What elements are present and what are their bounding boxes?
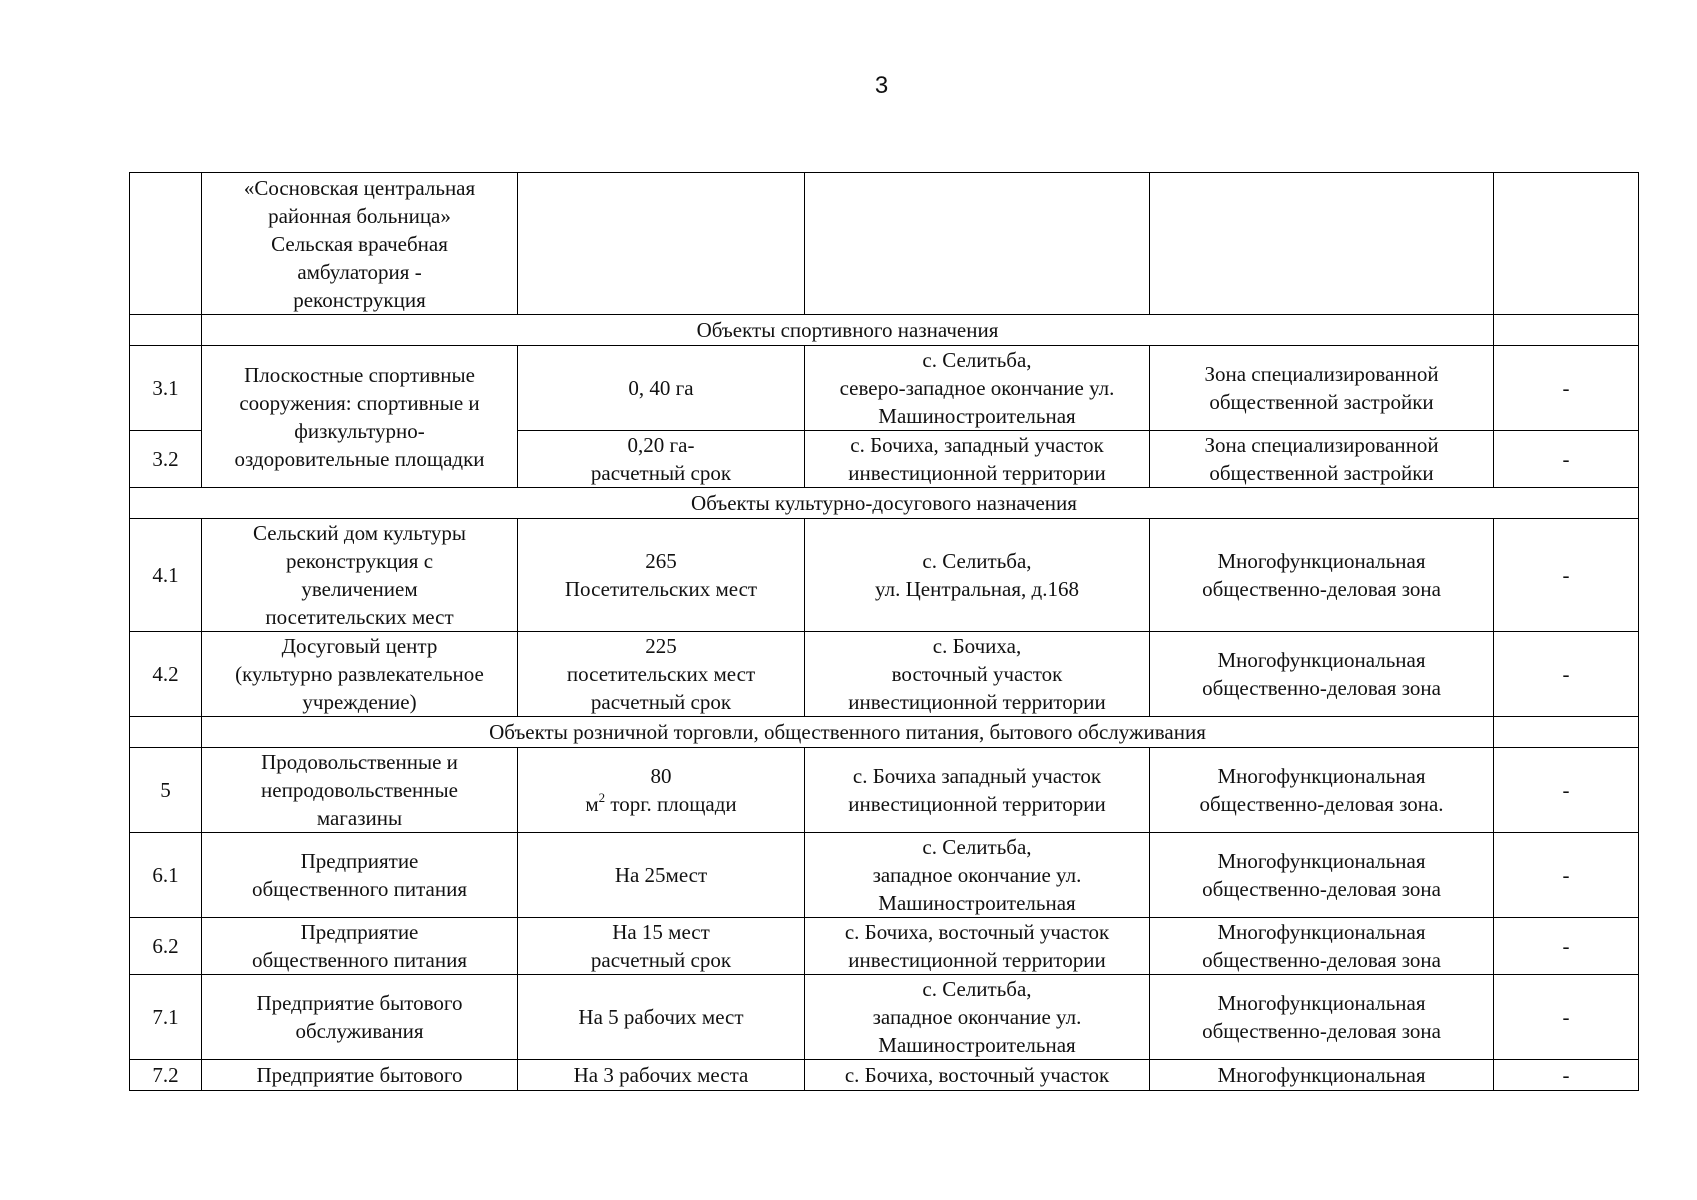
planned-objects-table bbox=[129, 172, 1639, 1091]
section-row-culture bbox=[130, 488, 1639, 519]
cell-zone: Зона специализированной общественной застройки bbox=[1150, 431, 1494, 488]
cell-location: с. Бочиха, восточный участок инвестиционной территории bbox=[805, 918, 1150, 975]
page-number: 3 bbox=[874, 72, 889, 99]
cell-note: - bbox=[1494, 519, 1639, 632]
section-row-sport bbox=[130, 315, 1639, 346]
cell-name: Предприятие общественного питания bbox=[202, 833, 518, 918]
cell-note: - bbox=[1494, 748, 1639, 833]
cell-name: «Сосновская центральная районная больница» Сельская врачебная амбулатория - реконструкция bbox=[202, 173, 518, 315]
cell-capacity: 0,20 га- расчетный срок bbox=[518, 431, 805, 488]
cell-num: 7.1 bbox=[130, 975, 202, 1060]
cell-zone: Многофункциональная общественно-деловая зона bbox=[1150, 918, 1494, 975]
section-title: Объекты розничной торговли, общественного питания, бытового обслуживания bbox=[202, 717, 1494, 748]
cell-num: 3.1 bbox=[130, 346, 202, 431]
cell-location: с. Бочиха, восточный участок инвестиционной территории bbox=[805, 632, 1150, 717]
cell-location: с. Бочиха, западный участок инвестиционной территории bbox=[805, 431, 1150, 488]
cell-capacity: 80 $м^2$ торг. площади bbox=[518, 748, 805, 833]
cell-num: 4.2 bbox=[130, 632, 202, 717]
table-row-6-2 bbox=[130, 918, 1639, 975]
cell-capacity: 225 посетительских мест расчетный срок bbox=[518, 632, 805, 717]
cell-location: с. Бочиха, восточный участок bbox=[805, 1060, 1150, 1091]
cell-capacity: 0, 40 га bbox=[518, 346, 805, 431]
cell-name: Предприятие общественного питания bbox=[202, 918, 518, 975]
cell-capacity bbox=[518, 173, 805, 315]
cell-capacity: На 3 рабочих места bbox=[518, 1060, 805, 1091]
cell-capacity: На 15 мест расчетный срок bbox=[518, 918, 805, 975]
cell-zone bbox=[1150, 173, 1494, 315]
section-title: Объекты спортивного назначения bbox=[202, 315, 1494, 346]
cell-zone: Многофункциональная общественно-деловая зона bbox=[1150, 975, 1494, 1060]
cell-capacity: На 25мест bbox=[518, 833, 805, 918]
section-row-trade bbox=[130, 717, 1639, 748]
cell-location: с. Селитьба, западное окончание ул. Машиностроительная bbox=[805, 975, 1150, 1060]
cell-note: - bbox=[1494, 975, 1639, 1060]
cell-zone: Многофункциональная общественно-деловая зона. bbox=[1150, 748, 1494, 833]
cell-location bbox=[805, 173, 1150, 315]
cell-name: Досуговый центр (культурно развлекательное учреждение) bbox=[202, 632, 518, 717]
cell-capacity: 265 Посетительских мест bbox=[518, 519, 805, 632]
cell-note: - bbox=[1494, 833, 1639, 918]
cell-zone: Многофункциональная bbox=[1150, 1060, 1494, 1091]
cell-name: Предприятие бытового обслуживания bbox=[202, 975, 518, 1060]
cell-num: 5 bbox=[130, 748, 202, 833]
cell-name: Предприятие бытового bbox=[202, 1060, 518, 1091]
cell-note: - bbox=[1494, 431, 1639, 488]
cell-note: - bbox=[1494, 632, 1639, 717]
table-row-4-1 bbox=[130, 519, 1639, 632]
cell-note: - bbox=[1494, 918, 1639, 975]
cell-zone: Многофункциональная общественно-деловая зона bbox=[1150, 833, 1494, 918]
cell-zone: Многофункциональная общественно-деловая зона bbox=[1150, 519, 1494, 632]
cell-num: 7.2 bbox=[130, 1060, 202, 1091]
cell-location: с. Селитьба, ул. Центральная, д.168 bbox=[805, 519, 1150, 632]
cell-name: Продовольственные и непродовольственные магазины bbox=[202, 748, 518, 833]
cell-zone: Многофункциональная общественно-деловая зона bbox=[1150, 632, 1494, 717]
table-row-3-1 bbox=[130, 346, 1639, 431]
cell-capacity: На 5 рабочих мест bbox=[518, 975, 805, 1060]
table-row-7-2 bbox=[130, 1060, 1639, 1091]
cell-num: 3.2 bbox=[130, 431, 202, 488]
table-row-4-2 bbox=[130, 632, 1639, 717]
cell-location: с. Селитьба, северо-западное окончание ул. Машиностроительная bbox=[805, 346, 1150, 431]
cell-note: - bbox=[1494, 1060, 1639, 1091]
cell-location: с. Селитьба, западное окончание ул. Машиностроительная bbox=[805, 833, 1150, 918]
section-title: Объекты культурно-досугового назначения bbox=[130, 488, 1639, 519]
cell-name: Сельский дом культуры реконструкция с увеличением посетительских мест bbox=[202, 519, 518, 632]
cell-num bbox=[130, 173, 202, 315]
cell-note bbox=[1494, 173, 1639, 315]
cell-num: 6.2 bbox=[130, 918, 202, 975]
cell-name: Плоскостные спортивные сооружения: спортивные и физкультурно- оздоровительные площадки bbox=[202, 346, 518, 488]
cell-zone: Зона специализированной общественной застройки bbox=[1150, 346, 1494, 431]
table-row-6-1 bbox=[130, 833, 1639, 918]
cell-note: - bbox=[1494, 346, 1639, 431]
table-row-hospital bbox=[130, 173, 1639, 315]
cell-num: 4.1 bbox=[130, 519, 202, 632]
cell-num: 6.1 bbox=[130, 833, 202, 918]
cell-location: с. Бочиха западный участок инвестиционной территории bbox=[805, 748, 1150, 833]
table-row-7-1 bbox=[130, 975, 1639, 1060]
table-row-5 bbox=[130, 748, 1639, 833]
